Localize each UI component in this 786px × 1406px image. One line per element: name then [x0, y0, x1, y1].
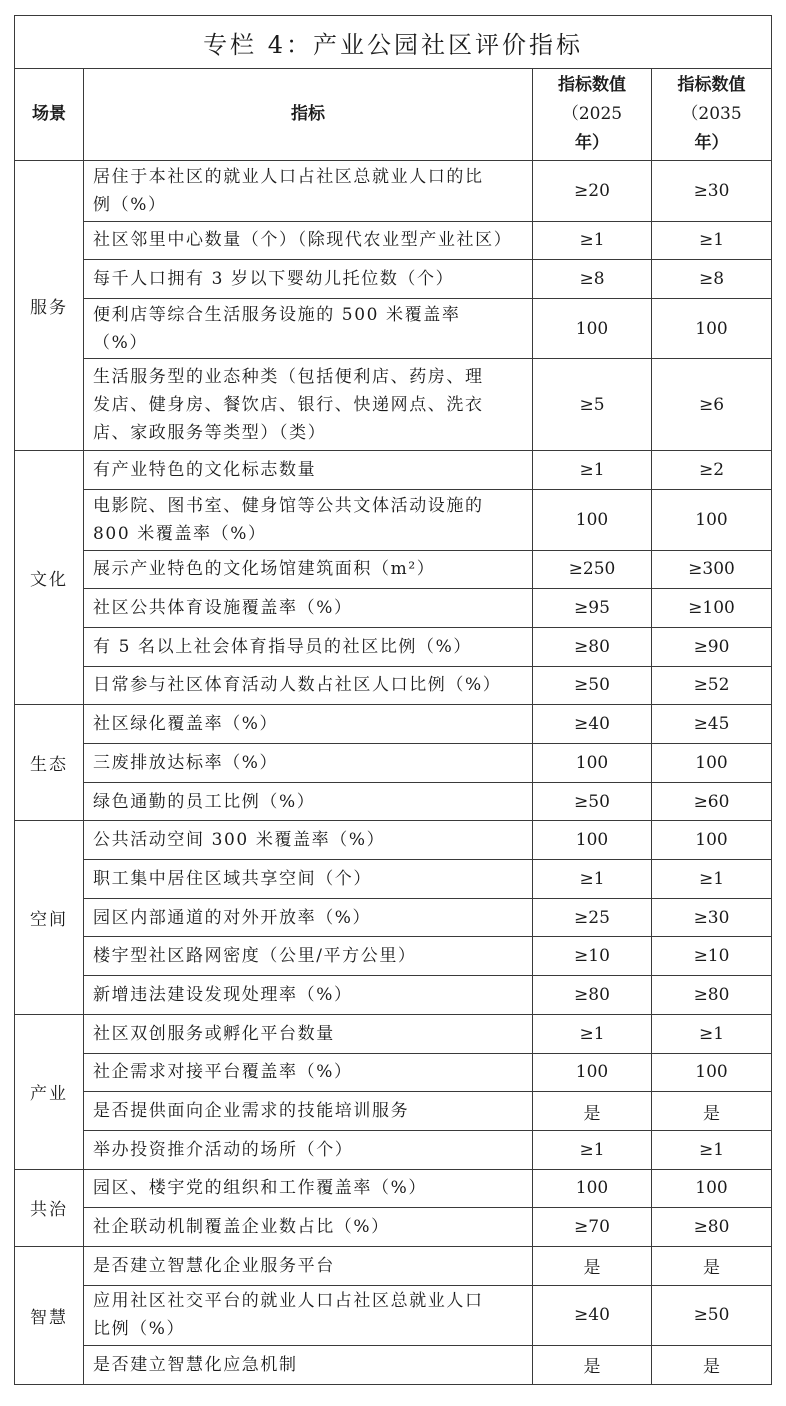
value-2035-cell: ≥80 [652, 1208, 772, 1247]
indicator-cell [84, 260, 533, 299]
indicator-line: 社区邻里中心数量（个）（除现代农业型产业社区） [93, 230, 513, 251]
indicator-cell [84, 1169, 533, 1208]
indicator-line: 社企联动机制覆盖企业数占比（%） [93, 1217, 390, 1238]
scene-cell: 空间 [15, 821, 84, 1014]
table-row [15, 221, 772, 260]
table-row [15, 161, 772, 222]
value-2025-cell: ≥1 [533, 1130, 652, 1169]
value-2025-cell: ≥250 [533, 550, 652, 589]
indicator-cell [84, 1208, 533, 1247]
indicator-line: 社区公共体育设施覆盖率（%） [93, 598, 353, 619]
value-2025-cell: ≥25 [533, 898, 652, 937]
value-2025-cell: 100 [533, 298, 652, 359]
value-2035-cell: ≥10 [652, 937, 772, 976]
value-2035-cell: 100 [652, 490, 772, 551]
header-row [15, 69, 772, 161]
title-row [15, 16, 772, 69]
value-2035-cell: ≥50 [652, 1285, 772, 1346]
indicator-line: 社企需求对接平台覆盖率（%） [93, 1062, 353, 1083]
table-row [15, 627, 772, 666]
indicator-line: （%） [93, 332, 148, 353]
indicator-cell [84, 298, 533, 359]
table-row [15, 298, 772, 359]
table-body [15, 161, 772, 1385]
value-2035-cell: ≥300 [652, 550, 772, 589]
indicator-cell [84, 627, 533, 666]
table-row [15, 260, 772, 299]
value-2035-cell: 是 [652, 1246, 772, 1285]
indicator-cell [84, 1092, 533, 1131]
header-value-label: 指标数值 [558, 75, 626, 95]
indicator-cell [84, 705, 533, 744]
indicator-cell [84, 589, 533, 628]
indicator-line: 职工集中居住区域共享空间（个） [93, 868, 372, 889]
table-row [15, 821, 772, 860]
indicator-line: 展示产业特色的文化场馆建筑面积（m²） [93, 559, 436, 580]
value-2025-cell: ≥40 [533, 705, 652, 744]
indicator-line: 是否建立智慧化企业服务平台 [93, 1255, 335, 1276]
value-2025-cell: 100 [533, 744, 652, 783]
value-2025-cell: 100 [533, 1169, 652, 1208]
indicator-line: 是否建立智慧化应急机制 [93, 1354, 298, 1375]
value-2035-cell: 100 [652, 298, 772, 359]
header-value-label: 指标数值 [677, 75, 746, 95]
indicator-line: 比例（%） [93, 1319, 186, 1340]
value-2035-cell: ≥2 [652, 451, 772, 490]
value-2035-cell: ≥6 [652, 359, 772, 451]
indicator-line: 社区绿化覆盖率（%） [93, 714, 279, 735]
indicator-line: 公共活动空间 300 米覆盖率（%） [93, 830, 386, 851]
indicator-cell [84, 821, 533, 860]
value-2025-cell: 100 [533, 821, 652, 860]
value-2025-cell: ≥50 [533, 666, 652, 705]
value-2035-cell: ≥60 [652, 782, 772, 821]
value-2035-cell: ≥1 [652, 860, 772, 899]
table-row [15, 1208, 772, 1247]
value-2035-cell: ≥30 [652, 898, 772, 937]
indicator-line: 发店、健身房、餐饮店、银行、快递网点、洗衣 [93, 394, 484, 415]
value-2035-cell: ≥1 [652, 221, 772, 260]
indicator-line: 有产业特色的文化标志数量 [93, 460, 317, 481]
value-2035-cell: 是 [652, 1092, 772, 1131]
indicator-line: 是否提供面向企业需求的技能培训服务 [93, 1101, 410, 1122]
indicator-cell [84, 782, 533, 821]
indicator-line: 三废排放达标率（%） [93, 752, 279, 773]
value-2025-cell: 是 [533, 1246, 652, 1285]
table-row [15, 1014, 772, 1053]
indicator-cell [84, 666, 533, 705]
indicator-cell [84, 744, 533, 783]
value-2025-cell: ≥20 [533, 161, 652, 222]
indicator-cell [84, 221, 533, 260]
table-row [15, 490, 772, 551]
indicator-line: 每千人口拥有 3 岁以下婴幼儿托位数（个） [93, 269, 455, 290]
value-2025-cell: 100 [533, 1053, 652, 1092]
value-2035-cell: 是 [652, 1346, 772, 1385]
indicator-cell [84, 860, 533, 899]
value-2025-cell: ≥95 [533, 589, 652, 628]
scene-cell: 生态 [15, 705, 84, 821]
table-row [15, 782, 772, 821]
indicator-cell [84, 1130, 533, 1169]
header-year-line: （2035 [681, 104, 742, 124]
value-2025-cell: ≥8 [533, 260, 652, 299]
indicator-cell [84, 976, 533, 1015]
value-2035-cell: 100 [652, 1169, 772, 1208]
value-2035-cell: ≥1 [652, 1014, 772, 1053]
value-2025-cell: 是 [533, 1346, 652, 1385]
table-row [15, 1169, 772, 1208]
value-2025-cell: ≥50 [533, 782, 652, 821]
indicator-cell [84, 937, 533, 976]
value-2025-cell: ≥1 [533, 451, 652, 490]
indicator-line: 应用社区社交平台的就业人口占社区总就业人口 [93, 1291, 484, 1312]
indicator-line: 电影院、图书室、健身馆等公共文体活动设施的 [93, 495, 484, 516]
value-2025-cell: ≥70 [533, 1208, 652, 1247]
scene-cell: 产业 [15, 1014, 84, 1169]
table-row [15, 705, 772, 744]
table-title: 专栏 4：产业公园社区评价指标 [15, 16, 772, 69]
value-2035-cell: 100 [652, 744, 772, 783]
indicator-line: 园区内部通道的对外开放率（%） [93, 907, 372, 928]
indicator-line: 例（%） [93, 194, 167, 215]
table-row [15, 550, 772, 589]
value-2025-cell: ≥5 [533, 359, 652, 451]
indicator-line: 新增违法建设发现处理率（%） [93, 984, 353, 1005]
table-row [15, 589, 772, 628]
indicator-line: 800 米覆盖率（%） [93, 523, 267, 544]
indicator-line: 绿色通勤的员工比例（%） [93, 791, 316, 812]
value-2035-cell: ≥80 [652, 976, 772, 1015]
indicator-cell [84, 1053, 533, 1092]
value-2035-cell: ≥8 [652, 260, 772, 299]
table-row [15, 1053, 772, 1092]
indicator-cell [84, 550, 533, 589]
scene-cell: 智慧 [15, 1246, 84, 1384]
indicator-cell [84, 1014, 533, 1053]
header-scene: 场景 [15, 69, 84, 161]
header-year-line: （2025 [561, 104, 623, 124]
indicator-cell [84, 1285, 533, 1346]
header-value-2025 [533, 69, 652, 161]
scene-cell: 服务 [15, 161, 84, 451]
table-row [15, 1246, 772, 1285]
indicator-line: 便利店等综合生活服务设施的 500 米覆盖率 [93, 304, 461, 325]
indicator-line: 居住于本社区的就业人口占社区总就业人口的比 [93, 166, 484, 187]
value-2025-cell: 100 [533, 490, 652, 551]
table-row [15, 744, 772, 783]
indicator-cell [84, 1346, 533, 1385]
value-2025-cell: ≥40 [533, 1285, 652, 1346]
table-row [15, 451, 772, 490]
indicator-cell [84, 490, 533, 551]
indicator-line: 举办投资推介活动的场所（个） [93, 1139, 354, 1160]
value-2025-cell: ≥10 [533, 937, 652, 976]
value-2035-cell: ≥52 [652, 666, 772, 705]
table-row [15, 666, 772, 705]
value-2035-cell: ≥1 [652, 1130, 772, 1169]
indicator-cell [84, 451, 533, 490]
table-row [15, 1130, 772, 1169]
value-2035-cell: ≥100 [652, 589, 772, 628]
header-year-suffix: 年） [575, 133, 609, 153]
table-row [15, 1346, 772, 1385]
indicator-line: 生活服务型的业态种类（包括便利店、药房、理 [93, 366, 484, 387]
indicator-cell [84, 898, 533, 937]
table-row [15, 976, 772, 1015]
indicator-table [14, 15, 772, 1385]
value-2035-cell: 100 [652, 821, 772, 860]
indicator-line: 园区、楼宇党的组织和工作覆盖率（%） [93, 1178, 427, 1199]
value-2025-cell: ≥80 [533, 976, 652, 1015]
indicator-line: 店、家政服务等类型）（类） [93, 422, 327, 443]
value-2035-cell: 100 [652, 1053, 772, 1092]
table-row [15, 860, 772, 899]
header-indicator: 指标 [84, 69, 533, 161]
indicator-line: 社区双创服务或孵化平台数量 [93, 1023, 335, 1044]
indicator-line: 楼宇型社区路网密度（公里/平方公里） [93, 946, 417, 967]
table-row [15, 1285, 772, 1346]
value-2025-cell: ≥1 [533, 221, 652, 260]
scene-cell: 共治 [15, 1169, 84, 1246]
indicator-cell [84, 161, 533, 222]
value-2035-cell: ≥45 [652, 705, 772, 744]
table-row [15, 937, 772, 976]
table-row [15, 898, 772, 937]
value-2025-cell: ≥1 [533, 1014, 652, 1053]
indicator-cell [84, 359, 533, 451]
indicator-line: 有 5 名以上社会体育指导员的社区比例（%） [93, 636, 472, 657]
value-2035-cell: ≥90 [652, 627, 772, 666]
value-2025-cell: ≥1 [533, 860, 652, 899]
table-row [15, 1092, 772, 1131]
indicator-cell [84, 1246, 533, 1285]
value-2035-cell: ≥30 [652, 161, 772, 222]
value-2025-cell: 是 [533, 1092, 652, 1131]
header-value-2035 [652, 69, 772, 161]
indicator-line: 日常参与社区体育活动人数占社区人口比例（%） [93, 675, 502, 696]
header-year-suffix: 年） [694, 133, 729, 153]
value-2025-cell: ≥80 [533, 627, 652, 666]
table-row [15, 359, 772, 451]
scene-cell: 文化 [15, 451, 84, 705]
